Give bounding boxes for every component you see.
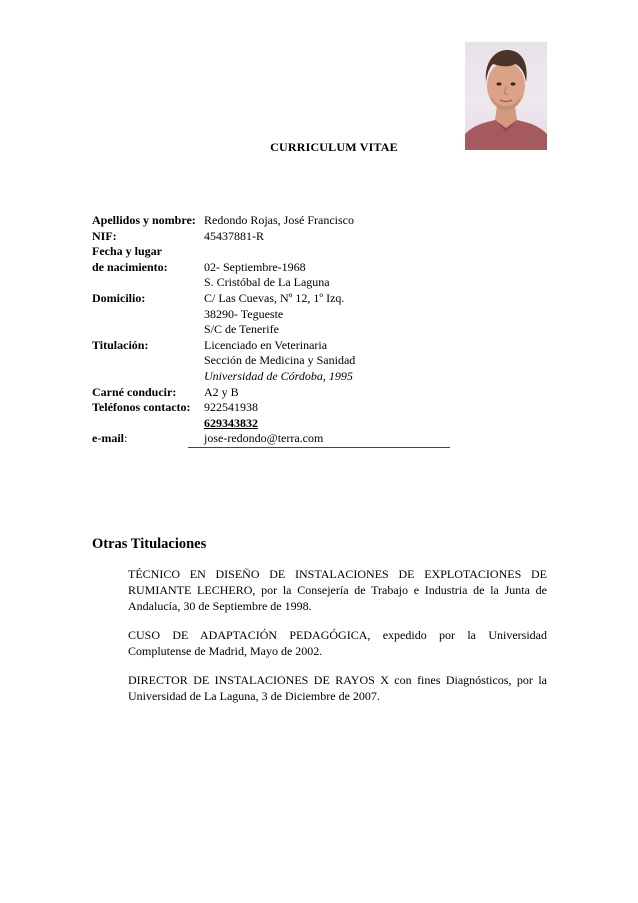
other-titles-list (128, 566, 547, 717)
degree-line2: Sección de Medicina y Sanidad (204, 353, 356, 368)
title-item: DIRECTOR DE INSTALACIONES DE RAYOS X con fines Diagnósticos, por la Universidad de La Laguna, 3 de Diciembre de 2007. (128, 673, 547, 703)
license-value: A2 y B (204, 384, 239, 399)
email-row (92, 431, 512, 447)
phone-1: 922541938 (204, 400, 258, 415)
birth-date-row (92, 260, 512, 276)
title-item: CUSO DE ADAPTACIÓN PEDAGÓGICA, expedido por la Universidad Complutense de Madrid, Mayo de 2002. (128, 628, 547, 658)
license-label: Carné conducir: (92, 384, 177, 399)
birth-place-row (92, 275, 512, 291)
nif-label: NIF: (92, 228, 117, 243)
document-title: CURRICULUM VITAE (270, 140, 398, 154)
birth-place: S. Cristóbal de La Laguna (204, 275, 330, 290)
license-row (92, 385, 512, 401)
other-titles-heading: Otras Titulaciones (92, 536, 207, 552)
title-item: TÉCNICO EN DISEÑO DE INSTALACIONES DE EXPLOTACIONES DE RUMIANTE LECHERO, por la Consejería de Trabajo e Industria de la Junta de Andalucía, 30 de Septiembre de 1998. (128, 567, 547, 613)
degree-row (92, 338, 512, 354)
phone-2: 629343832 (204, 415, 258, 430)
personal-info (92, 213, 512, 447)
birth-date: 02- Septiembre-1968 (204, 259, 306, 274)
profile-photo (465, 42, 547, 150)
email-label: e-mail (92, 431, 124, 446)
email-value[interactable]: jose-redondo@terra.com (204, 431, 324, 446)
birth-label-line1: Fecha y lugar (92, 244, 162, 259)
address-row (92, 291, 512, 307)
phones-label: Teléfonos contacto: (92, 400, 191, 415)
degree-line3: Universidad de Córdoba, 1995 (204, 368, 353, 383)
email-colon: : (124, 431, 128, 446)
address-line1: C/ Las Cuevas, Nº 12, 1º Izq. (204, 290, 345, 305)
address-label: Domicilio: (92, 290, 146, 305)
address-line2: 38290- Tegueste (204, 306, 284, 321)
phones-row (92, 400, 512, 416)
separator-line (188, 447, 450, 448)
name-row (92, 213, 512, 229)
degree-line1: Licenciado en Veterinaria (204, 337, 328, 352)
address-line3: S/C de Tenerife (204, 322, 279, 337)
birth-label-row (92, 244, 512, 260)
birth-label-line2: de nacimiento: (92, 259, 168, 274)
nif-value: 45437881-R (204, 228, 264, 243)
email-label-wrap (92, 431, 204, 447)
nif-row (92, 229, 512, 245)
name-value: Redondo Rojas, José Francisco (204, 213, 354, 227)
degree-label: Titulación: (92, 337, 149, 352)
name-label: Apellidos y nombre: (92, 213, 196, 227)
